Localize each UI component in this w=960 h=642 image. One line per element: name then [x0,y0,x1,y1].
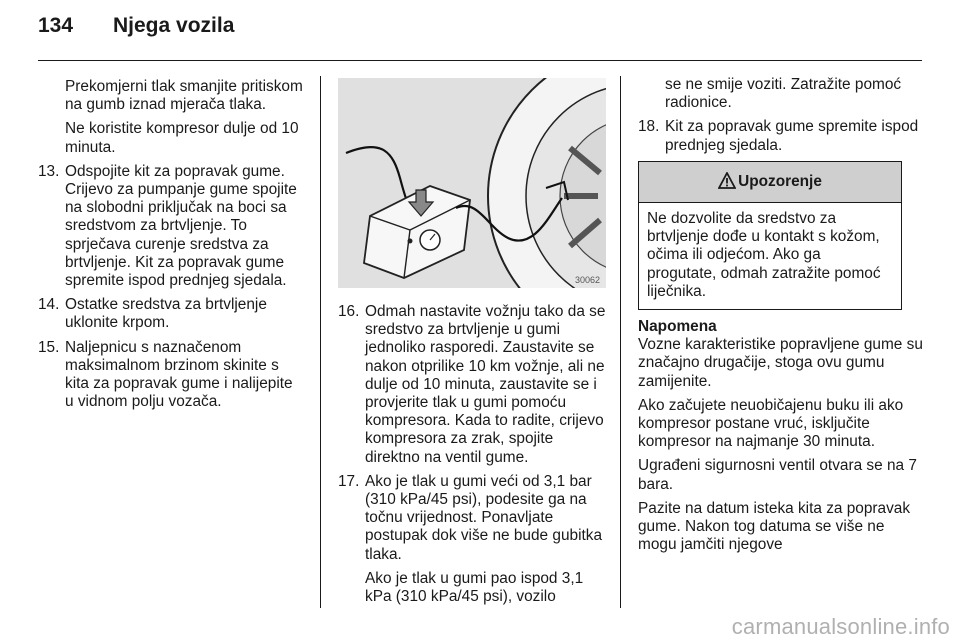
list-item [38,163,304,290]
figure-number: 30062 [574,275,600,285]
page-header [38,14,234,38]
item-text: Naljepnicu s naznačenom maksimalnom brzinom skinite s kita za popravak gume i nalijepite u vidnom polju vozača. [65,338,293,411]
item-number: 13. [38,162,60,180]
column-divider-1 [320,76,321,608]
item-subparagraph: Ako je tlak u gumi pao ispod 3,1 kPa (310 kPa/45 psi), vozilo [365,569,584,606]
paragraph: se ne smije voziti. Zatražite pomoć radionice. [665,76,902,112]
item-number: 15. [38,338,60,356]
list-item [638,118,924,154]
warning-text: Ne dozvolite da sredstvo za brtvljenje dođe u kontakt s kožom, očima ili odjećom. Ako ga progutate, odmah zatražite pomoć liječnika. [647,210,881,300]
paragraph: Ne koristite kompresor dulje od 10 minuta. [65,120,299,156]
item-number: 14. [38,296,60,314]
item-text: Odmah nastavite vožnju tako da se sredstvo za brtvljenje u gumi jednoliko rasporedi. Zaustavite se nakon otprilike 10 km vožnje, ali ne dulje od 10 minuta, zaustavite se i provjerite tlak u gumi pomoću kompresora. Kada to radite, crijevo kompresora za zrak, spojite direktno na ventil gume. [365,303,606,466]
item-number: 18. [638,118,660,136]
section-title: Njega vozila [113,14,235,37]
column-1 [38,78,304,417]
item-text: Ostatke sredstva za brtvljenje uklonite krpom. [65,296,267,332]
note-paragraph: Vozne karakteristike popravljene gume su značajno drugačije, stoga ovu gumu zamijenite. [638,336,923,390]
note-title: Napomena [638,318,717,335]
item-text: Kit za popravak gume spremite ispod prednjeg sjedala. [665,118,919,154]
header-rule [38,60,922,61]
warning-triangle-icon [718,172,736,189]
note-paragraph: Pazite na datum isteka kita za popravak gume. Nakon tog datuma se više ne mogu jamčiti njegove [638,499,911,554]
list-item [38,339,304,412]
note-paragraph: Ako začujete neuobičajenu buku ili ako kompresor postane vruć, isključite kompresor na najmanje 30 minuta. [638,396,904,451]
paragraph: Prekomjerni tlak smanjite pritiskom na gumb iznad mjerača tlaka. [65,78,303,114]
compressor-illustration [338,78,606,288]
column-divider-2 [620,76,621,608]
column-3 [638,76,924,161]
column-2 [338,303,606,612]
note-section [638,318,924,560]
compressor-drawing [338,78,606,288]
list-item [38,296,304,332]
list-item [338,473,606,606]
warning-box [638,161,902,310]
warning-header [639,162,901,203]
note-paragraph: Ugrađeni sigurnosni ventil otvara se na 7 bara. [638,457,917,493]
item-text: Ako je tlak u gumi veći od 3,1 bar (310 kPa/45 psi), podesite ga na točnu vrijednost. Ponavljate postupak dok više ne bude gubitka tlaka. [365,472,603,563]
warning-title: Upozorenje [738,173,822,190]
watermark: carmanualsonline.info [731,614,950,639]
item-number: 17. [338,472,360,490]
item-number: 16. [338,303,360,320]
page-number: 134 [38,14,74,37]
item-text: Odspojite kit za popravak gume. Crijevo za pumpanje gume spojite na slobodni priključak na boci sa sredstvom za brtvljenje. To sprječava curenje sredstva za brtvljenje. Kit za popravak gume spremite ispod prednjeg sjedala. [65,162,297,290]
list-item [338,303,606,467]
